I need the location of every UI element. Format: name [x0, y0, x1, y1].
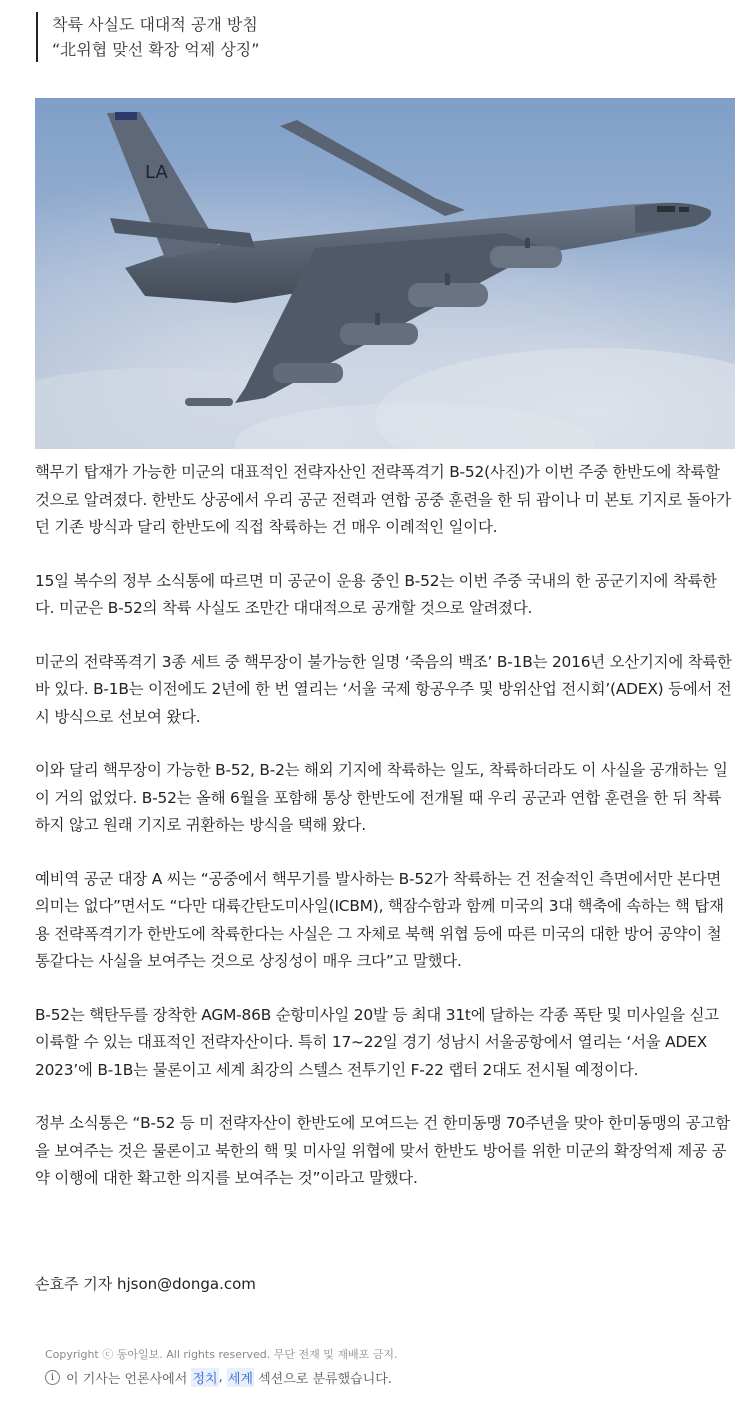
paragraph: 예비역 공군 대장 A 씨는 “공중에서 핵무기를 발사하는 B-52가 착륙하는 건 전술적인 측면에서만 본다면 의미는 없다”면서도 “다만 대륙간탄도미사일(ICBM), 핵잠수함과 함께 미국의 3대 핵축에 속하는 핵 탑재용 전략폭격기가 한반도에 착륙한다는 사실은 그 자체로 북핵 위협 등에 따른 미국의 대한 방어 공약이 철통같다는 사실을 보여주는 것으로 상징성이 매우 크다”고 말했다.: [35, 869, 724, 970]
section-link-world[interactable]: 세계: [227, 1368, 254, 1387]
classification-suffix: 섹션으로 분류했습니다.: [258, 1372, 392, 1387]
article-subheadings: [36, 12, 259, 62]
svg-text:LA: LA: [145, 162, 168, 183]
paragraph: 15일 복수의 정부 소식통에 따르면 미 공군이 운용 중인 B-52는 이번 주중 국내의 한 공군기지에 착륙한다. 미군은 B-52의 착륙 사실도 조만간 대대적으로 공개할 것으로 알려졌다.: [35, 571, 717, 617]
paragraph: 이와 달리 핵무장이 가능한 B-52, B-2는 해외 기지에 착륙하는 일도, 착륙하더라도 이 사실을 공개하는 일이 거의 없었다. B-52는 올해 6월을 포함해 통상 한반도에 전개될 때 우리 공군과 연합 훈련을 한 뒤 착륙하지 않고 원래 기지로 귀환하는 방식을 택해 왔다.: [35, 761, 728, 834]
classification-separator: ,: [218, 1370, 223, 1385]
paragraph: 정부 소식통은 “B-52 등 미 전략자산이 한반도에 모여드는 건 한미동맹 70주년을 맞아 한미동맹의 공고함을 보여주는 것은 물론이고 북한의 핵 및 미사일 위협에 맞서 한반도 방어를 위한 미군의 확장억제 제공 공약 이행에 대한 확고한 의지를 보여주는 것”이라고 말했다.: [35, 1114, 730, 1187]
section-classification: [45, 1368, 392, 1387]
paragraph: 핵무기 탑재가 가능한 미군의 대표적인 전략자산인 전략폭격기 B-52(사진)가 이번 주중 한반도에 착륙할 것으로 알려졌다. 한반도 상공에서 우리 공군 전력과 연합 공중 훈련을 한 뒤 괌이나 미 본토 기지로 돌아가던 기존 방식과 달리 한반도에 직접 착륙하는 건 매우 이례적인 일이다.: [35, 463, 731, 536]
classification-prefix: 이 기사는 언론사에서: [66, 1372, 188, 1387]
byline: 손효주 기자 hjson@donga.com: [35, 1275, 256, 1293]
section-link-politics[interactable]: 정치: [191, 1368, 218, 1387]
subheading-2: “北위협 맞선 확장 억제 상징”: [52, 40, 260, 59]
b52-bomber-image: [35, 98, 735, 449]
copyright-notice: Copyright ⓒ 동아일보. All rights reserved. 무단 전재 및 재배포 금지.: [45, 1348, 398, 1361]
article-body: [35, 459, 735, 1193]
paragraph: B-52는 핵탄두를 장착한 AGM-86B 순항미사일 20발 등 최대 31t에 달하는 각종 폭탄 및 미사일을 싣고 이륙할 수 있는 대표적인 전략자산이다. 특히 17~22일 경기 성남시 서울공항에서 열리는 ‘서울 ADEX 2023’에 B-1B는 물론이고 세계 최강의 스텔스 전투기인 F-22 랩터 2대도 전시될 예정이다.: [35, 1005, 719, 1079]
info-icon: i: [45, 1370, 60, 1385]
subheading-1: 착륙 사실도 대대적 공개 방침: [52, 15, 258, 34]
paragraph: 미군의 전략폭격기 3종 세트 중 핵무장이 불가능한 일명 ‘죽음의 백조’ B-1B는 2016년 오산기지에 착륙한 바 있다. B-1B는 이전에도 2년에 한 번 열리는 ‘서울 국제 항공우주 및 방위산업 전시회’(ADEX) 등에서 전시 방식으로 선보여 왔다.: [35, 652, 732, 726]
article-photo: [35, 98, 735, 449]
